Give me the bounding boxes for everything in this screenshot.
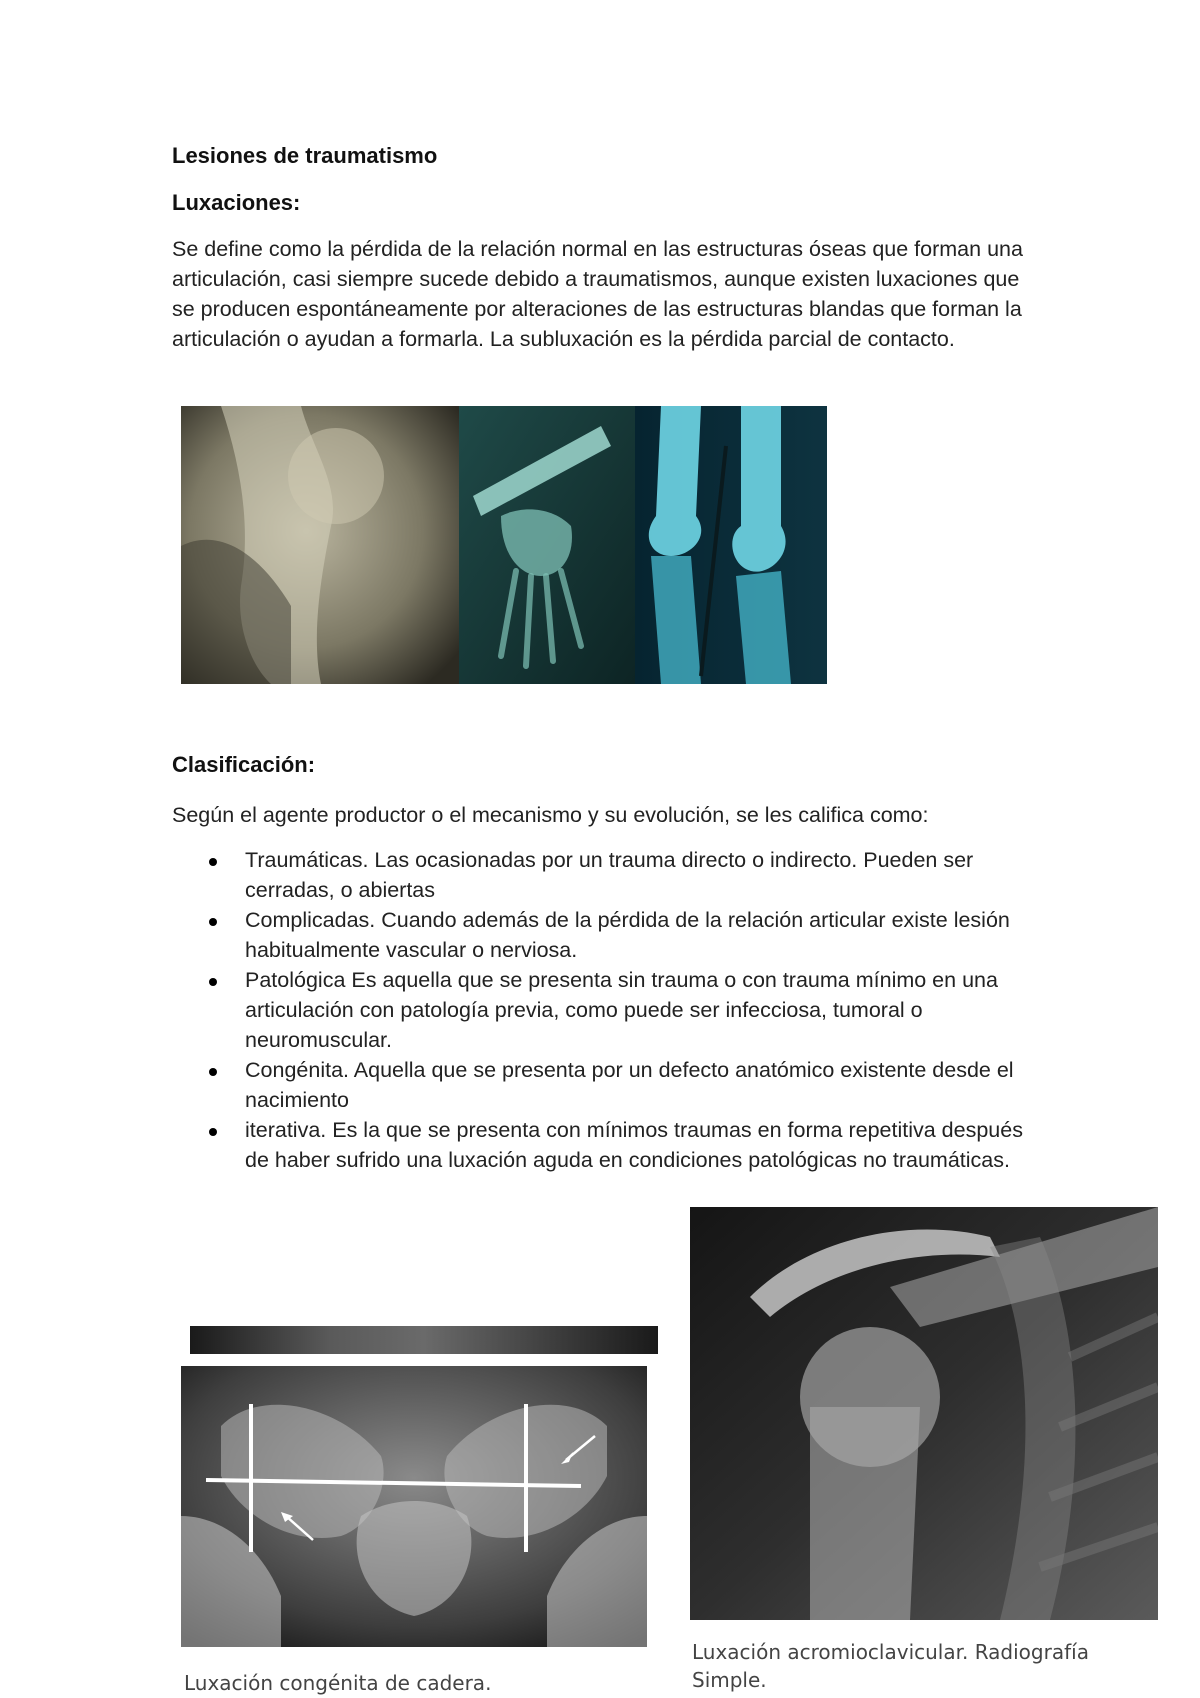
hip-figure-caption: Luxación congénita de cadera. xyxy=(184,1671,492,1695)
bullet-icon xyxy=(209,858,217,866)
section-heading-luxaciones: Luxaciones: xyxy=(172,190,301,215)
list-item xyxy=(172,905,1042,965)
list-item xyxy=(172,1115,1042,1175)
shoulder-figure-caption: Luxación acromioclavicular. Radiografía Simple. xyxy=(692,1640,1089,1692)
list-item xyxy=(172,845,1042,905)
shoulder-xray-svg xyxy=(690,1207,1158,1620)
hip-xray-image xyxy=(181,1366,647,1647)
list-item xyxy=(172,965,1042,1055)
list-item-text: iterativa. Es la que se presenta con mínimos traumas en forma repetitiva después de haber sufrido una luxación aguda en condiciones patológicas no traumáticas. xyxy=(245,1118,1023,1172)
xray-strip-image xyxy=(190,1326,658,1354)
bullet-icon xyxy=(209,978,217,986)
clasificacion-list xyxy=(172,845,1042,1175)
hip-xray-svg xyxy=(181,1366,647,1647)
list-item xyxy=(172,1055,1042,1115)
list-item-text: Traumáticas. Las ocasionadas por un trauma directo o indirecto. Pueden ser cerradas, o abiertas xyxy=(245,848,974,902)
bullet-icon xyxy=(209,918,217,926)
bullet-icon xyxy=(209,1068,217,1076)
list-item-text: Congénita. Aquella que se presenta por un defecto anatómico existente desde el nacimiento xyxy=(245,1058,1014,1112)
list-item-text: Complicadas. Cuando además de la pérdida de la relación articular existe lesión habitualmente vascular o nerviosa. xyxy=(245,908,1010,962)
xray-collage-image xyxy=(181,406,827,684)
section-heading-clasificacion: Clasificación: xyxy=(172,752,316,777)
document-title: Lesiones de traumatismo xyxy=(172,143,438,168)
clasificacion-intro: Según el agente productor o el mecanismo y su evolución, se les califica como: xyxy=(172,803,929,827)
luxaciones-paragraph: Se define como la pérdida de la relación normal en las estructuras óseas que forman una articulación, casi siempre sucede debido a traumatismos, aunque existen luxaciones que se producen espontáneamente por alteraciones de las estructuras blandas que forman la articulación o ayudan a formarla. La subluxación es la pérdida parcial de contacto. xyxy=(172,237,1023,351)
list-item-text: Patológica Es aquella que se presenta sin trauma o con trauma mínimo en una articulación con patología previa, como puede ser infecciosa, tumoral o neuromuscular. xyxy=(245,968,998,1052)
bullet-icon xyxy=(209,1128,217,1136)
xray-collage-svg xyxy=(181,406,827,684)
shoulder-xray-image xyxy=(690,1207,1158,1620)
